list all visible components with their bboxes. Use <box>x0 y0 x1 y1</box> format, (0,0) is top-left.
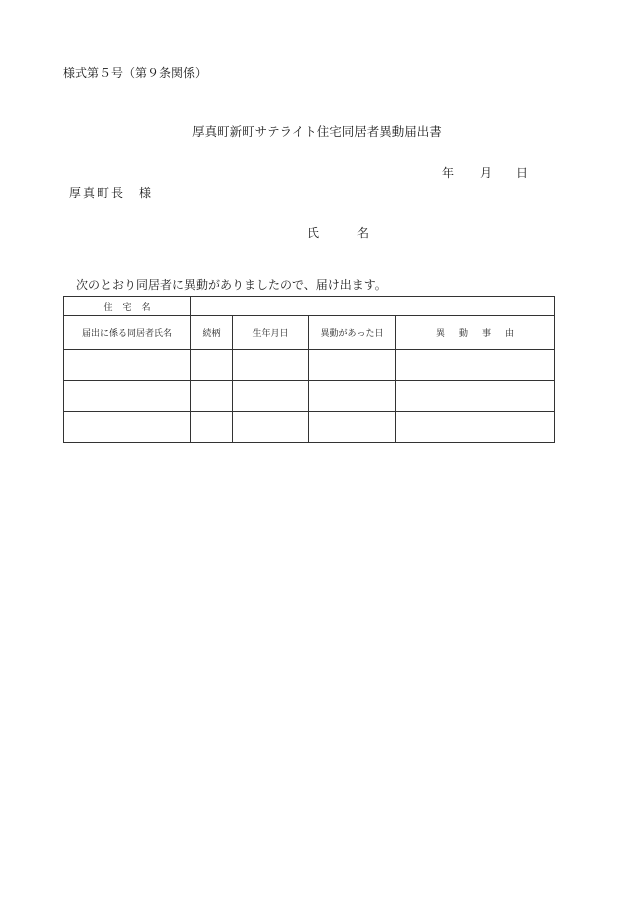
cell-relationship[interactable] <box>191 350 233 381</box>
cell-relationship[interactable] <box>191 412 233 443</box>
header-change-reason: 異動事由 <box>396 316 555 350</box>
notice-table <box>63 296 555 443</box>
addressee-honorific: 様 <box>139 186 154 200</box>
header-row <box>64 316 555 350</box>
house-value-cell[interactable] <box>191 297 555 316</box>
house-row <box>64 297 555 316</box>
cell-birth-date[interactable] <box>233 381 309 412</box>
applicant-name-label-2: 名 <box>357 226 370 240</box>
table-row <box>64 350 555 381</box>
cell-change-reason[interactable] <box>396 412 555 443</box>
header-birth-date: 生年月日 <box>233 316 309 350</box>
addressee-name: 厚真町長 <box>69 186 126 200</box>
date-day-label: 日 <box>516 166 529 180</box>
cell-birth-date[interactable] <box>233 412 309 443</box>
applicant-name-label-1: 氏 <box>307 226 320 240</box>
house-label: 住宅名 <box>64 297 191 316</box>
intro-text: 次のとおり同居者に異動がありましたので、届け出ます。 <box>76 278 387 292</box>
document-title: 厚真町新町サテライト住宅同居者異動届出書 <box>192 124 442 139</box>
cell-change-date[interactable] <box>309 412 396 443</box>
cell-cohabitant-name[interactable] <box>64 350 191 381</box>
header-relationship: 続柄 <box>191 316 233 350</box>
header-change-date: 異動があった日 <box>309 316 396 350</box>
date-month-label: 月 <box>480 166 493 180</box>
table-row <box>64 412 555 443</box>
cell-change-reason[interactable] <box>396 381 555 412</box>
cell-cohabitant-name[interactable] <box>64 412 191 443</box>
cell-change-date[interactable] <box>309 381 396 412</box>
form-number: 様式第５号（第９条関係） <box>63 66 208 80</box>
date-year-label: 年 <box>442 166 455 180</box>
addressee <box>69 187 153 199</box>
cell-change-date[interactable] <box>309 350 396 381</box>
header-cohabitant-name: 届出に係る同居者氏名 <box>64 316 191 350</box>
cell-change-reason[interactable] <box>396 350 555 381</box>
cell-relationship[interactable] <box>191 381 233 412</box>
cell-birth-date[interactable] <box>233 350 309 381</box>
table-row <box>64 381 555 412</box>
cell-cohabitant-name[interactable] <box>64 381 191 412</box>
